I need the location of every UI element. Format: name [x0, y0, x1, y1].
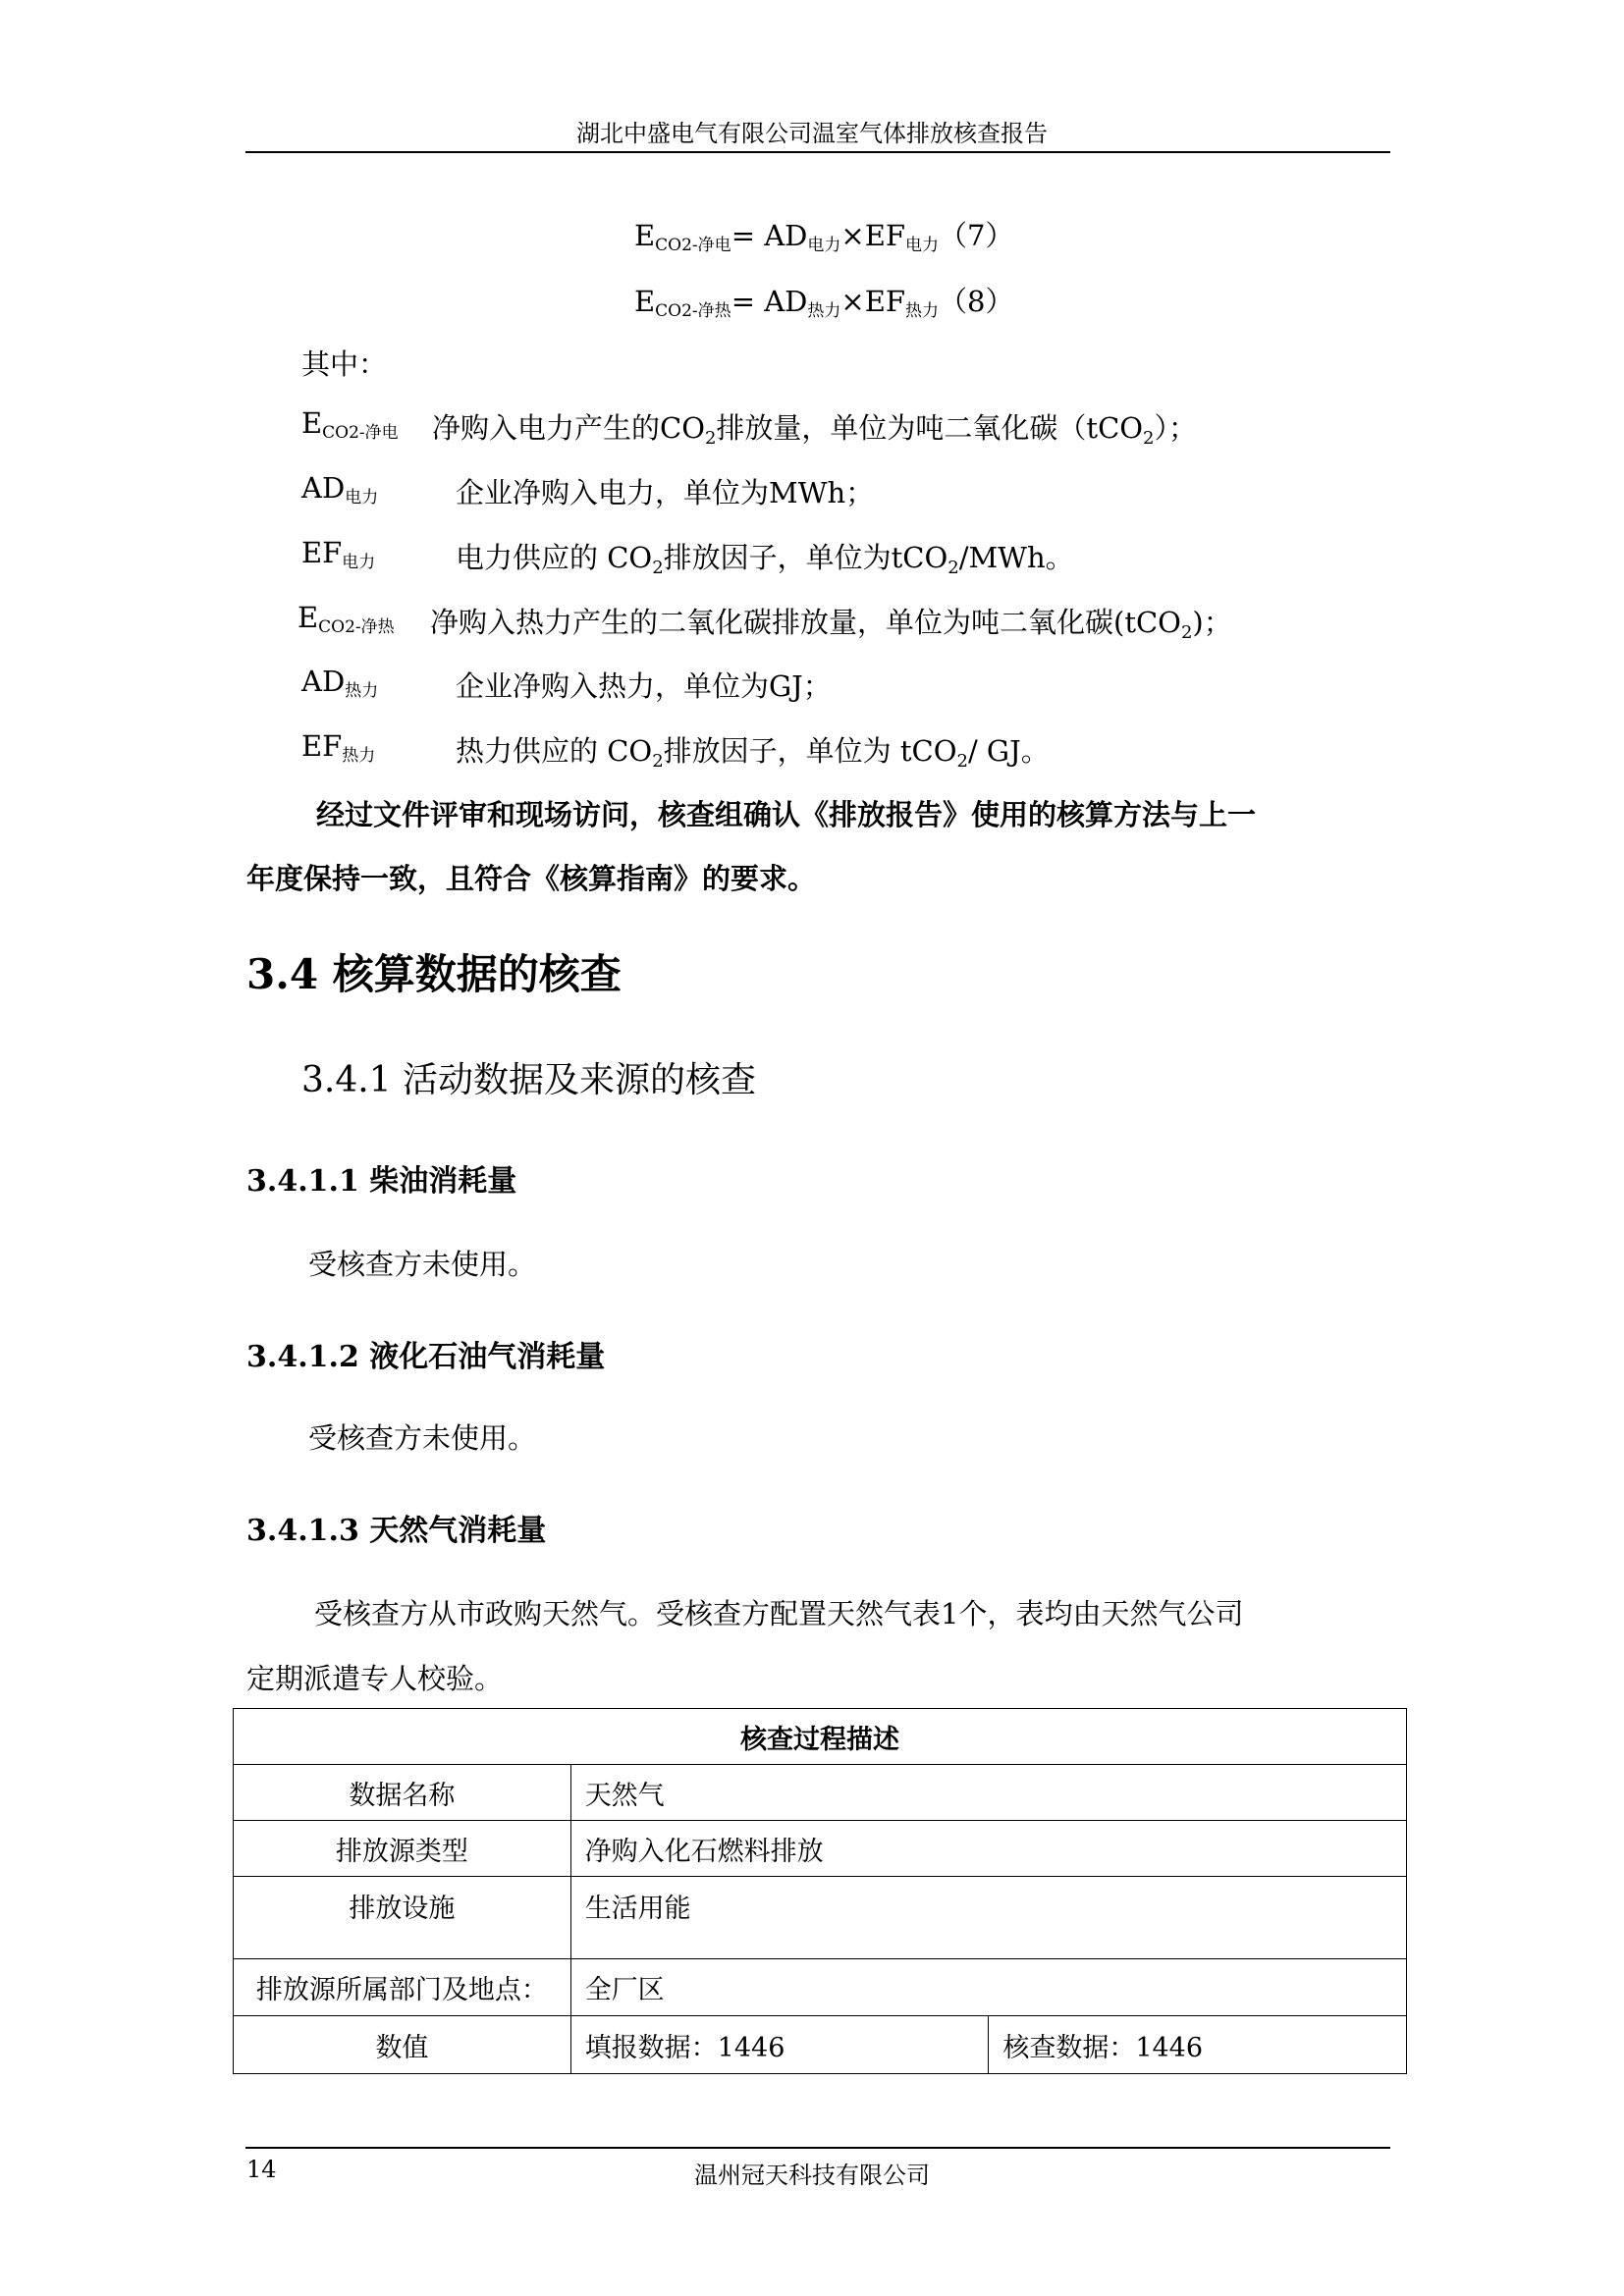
formula-8: ECO2-净热= AD热力×EF热力（8） — [634, 285, 1014, 321]
section-heading-3-4-1-2: 3.4.1.2 液化石油气消耗量 — [246, 1340, 606, 1374]
section-heading-3-4: 3.4 核算数据的核查 — [246, 950, 622, 998]
footer-company: 温州冠天科技有限公司 — [694, 2162, 930, 2189]
table-row-label: 排放设施 — [234, 1877, 571, 1959]
formula-7: ECO2-净电= AD电力×EF电力（7） — [634, 219, 1014, 255]
table-value-label: 数值 — [234, 2016, 571, 2074]
table-row-value: 生活用能 — [570, 1877, 1406, 1959]
page-header-title: 湖北中盛电气有限公司温室气体排放核查报告 — [576, 120, 1048, 147]
table-row-label: 排放源类型 — [234, 1821, 571, 1877]
section-heading-3-4-1-3: 3.4.1.3 天然气消耗量 — [246, 1514, 547, 1548]
definition-text: 企业净购入热力，单位为GJ； — [456, 669, 832, 703]
definition-text: 净购入电力产生的$CO_2$排放量，单位为吨二氧化碳（tCO$_2$）； — [432, 411, 1198, 449]
section-text-3-4-1-1: 受核查方未使用。 — [308, 1248, 537, 1281]
table-row-value: 全厂区 — [570, 1959, 1406, 2016]
table-title: 核查过程描述 — [234, 1709, 1407, 1765]
definition-text: 企业净购入电力，单位为MWh； — [456, 476, 875, 509]
section-heading-3-4-1: 3.4.1 活动数据及来源的核查 — [301, 1060, 757, 1100]
footer-rule — [245, 2147, 1390, 2149]
conclusion-line-1: 经过文件评审和现场访问，核查组确认《排放报告》使用的核算方法与上一 — [316, 798, 1257, 831]
table-row-value: 天然气 — [570, 1765, 1406, 1821]
table-row — [234, 1959, 1407, 2016]
definition-symbol: EF热力 — [301, 729, 376, 766]
header-rule — [245, 151, 1390, 153]
definition-symbol: ECO2-净电 — [301, 406, 399, 443]
table-row — [234, 1765, 1407, 1821]
table-row — [234, 1821, 1407, 1877]
definition-text: 电力供应的 $CO_2$排放因子，单位为tCO$_2$/MWh。 — [456, 541, 1074, 578]
table-row-label: 数据名称 — [234, 1765, 571, 1821]
table-value-row — [234, 2016, 1407, 2074]
definition-text: 热力供应的 $CO_2$排放因子，单位为 tCO$_2$/ GJ。 — [456, 734, 1050, 772]
conclusion-line-2: 年度保持一致，且符合《核算指南》的要求。 — [246, 862, 817, 895]
verification-table — [233, 1708, 1407, 2074]
table-row-value: 净购入化石燃料排放 — [570, 1821, 1406, 1877]
definition-text: 净购入热力产生的二氧化碳排放量，单位为吨二氧化碳(tCO$_2$)； — [430, 606, 1232, 643]
table-title-row — [234, 1709, 1407, 1765]
verified-data-cell: 核查数据：1446 — [989, 2016, 1407, 2074]
definition-symbol: AD热力 — [301, 665, 379, 701]
table-row — [234, 1877, 1407, 1959]
where-label: 其中： — [301, 347, 388, 381]
definition-symbol: ECO2-净热 — [298, 601, 395, 637]
section-heading-3-4-1-1: 3.4.1.1 柴油消耗量 — [246, 1164, 517, 1199]
table-row-label: 排放源所属部门及地点： — [234, 1959, 571, 2016]
definition-symbol: AD电力 — [301, 471, 379, 507]
section-text-3-4-1-3-line-2: 定期派遣专人校验。 — [246, 1662, 504, 1695]
section-text-3-4-1-3-line-1: 受核查方从市政购天然气。受核查方配置天然气表1个，表均由天然气公司 — [314, 1597, 1244, 1630]
section-text-3-4-1-2: 受核查方未使用。 — [308, 1421, 537, 1455]
reported-data-cell: 填报数据：1446 — [570, 2016, 989, 2074]
page-number: 14 — [246, 2156, 277, 2183]
definition-symbol: EF电力 — [301, 536, 376, 572]
